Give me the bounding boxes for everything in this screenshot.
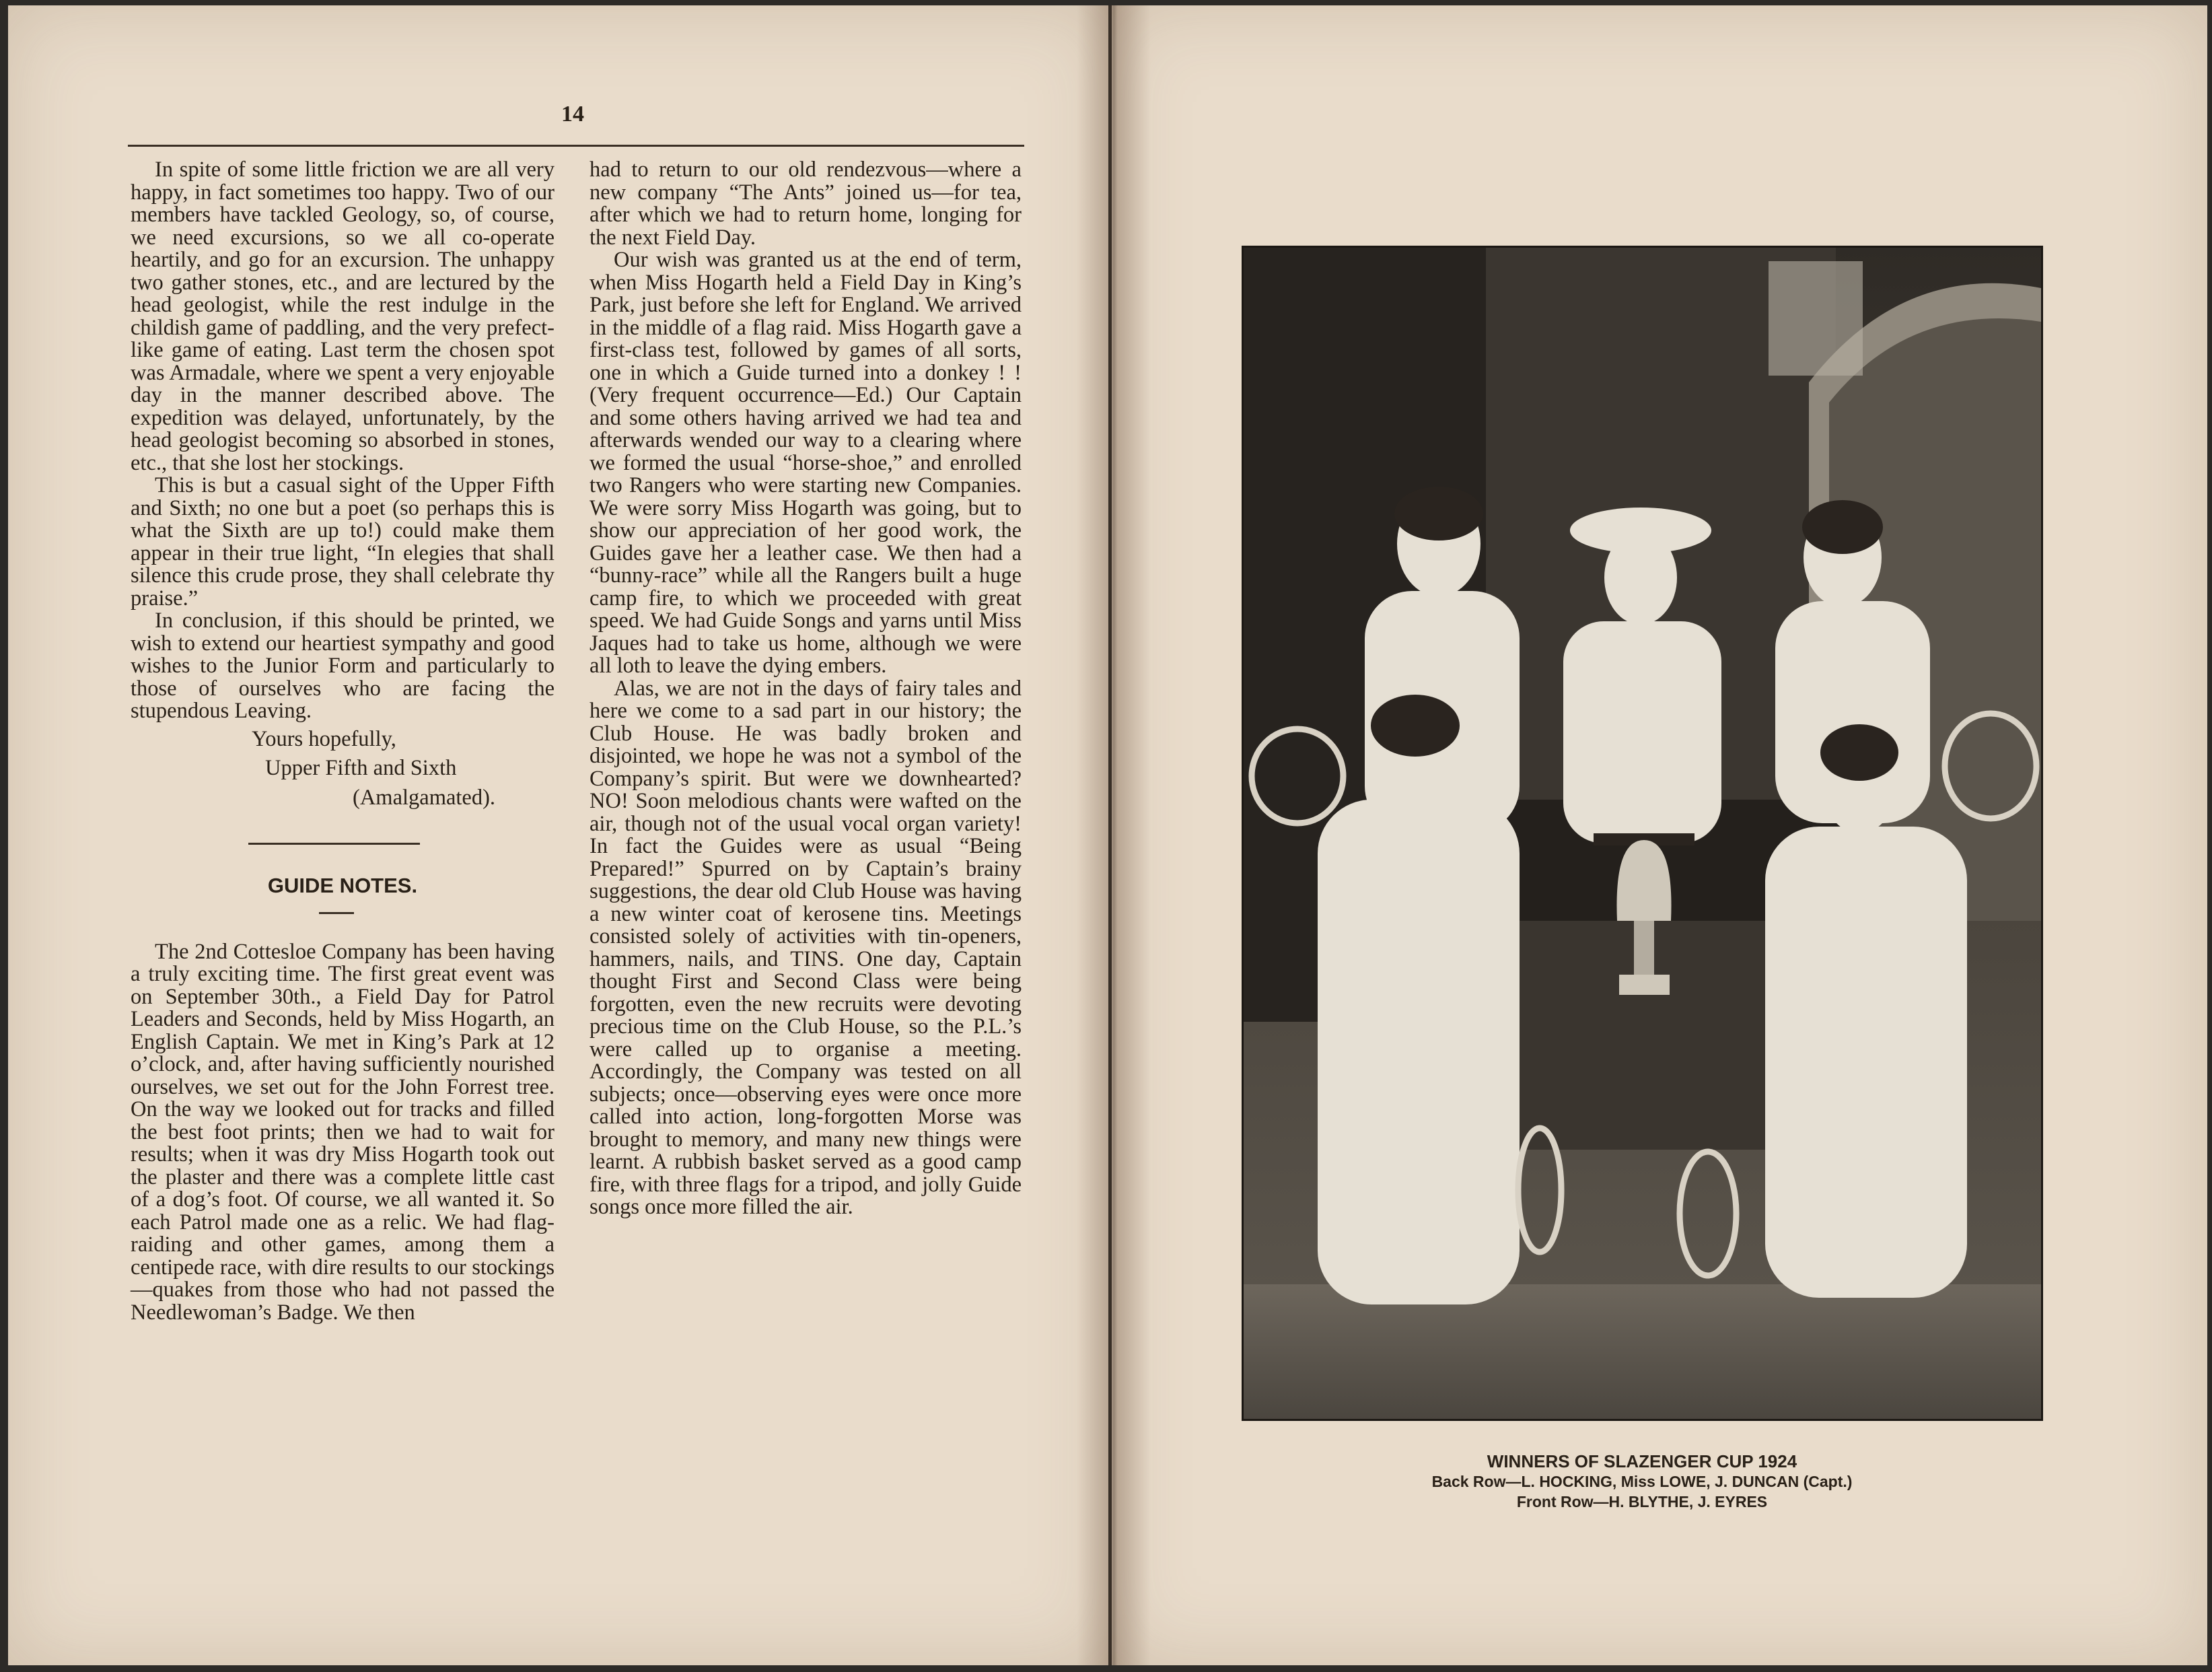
paragraph: had to return to our old rendezvous—where a new company “The Ants” joined us—for tea, after which we had to return home, longing for the next Field Day.	[590, 158, 1022, 250]
team-photograph-icon	[1244, 248, 2041, 1419]
text-column-left	[131, 159, 555, 1324]
heading-underline	[319, 912, 354, 914]
photo-caption-back-row: Back Row—L. HOCKING, Miss LOWE, J. DUNCAN (Capt.)	[1431, 1473, 1853, 1490]
page-number: 14	[561, 102, 584, 127]
signoff-line: Yours hopefully,	[252, 726, 396, 751]
section-divider	[248, 843, 420, 845]
left-page	[8, 5, 1108, 1665]
text-column-right	[590, 159, 1022, 1219]
paragraph: In spite of some little friction we are all very happy, in fact sometimes too happy. Two of our members have tackled Geology, so, of course, we need excursions, so we all co-operate heartily, and go for an excursion. The unhappy two gather stones, etc., and are lectured by the head geologist, while the rest indulge in the childish game of paddling, and the very prefect-like game of eating. Last term the chosen spot was Armadale, where we spent a very enjoyable day in the manner described above. The expedition was delayed, unfortunately, by the head geologist becoming so absorbed in stones, etc., that she lost her stockings.	[131, 158, 555, 475]
paragraph: The 2nd Cottesloe Company has been having a truly exciting time. The first great event was on September 30th., a Field Day for Patrol Leaders and Seconds, held by Miss Hogarth, an English Captain. We met in King’s Park at 12 o’clock, and, after having sufficiently nourished ourselves, we set out for the John Forrest tree. On the way we looked out for tracks and filled the best foot prints; then we had to wait for results; when it was dry Miss Hogarth took out the plaster and there was a complete little cast of a dog’s foot. Of course, we all wanted it. So each Patrol made one as a relic. We had flag-raiding and other games, among them a centipede race, with dire results to our stockings—quakes from those who had not passed the Needlewoman’s Badge. We then	[131, 939, 555, 1325]
team-photo	[1242, 246, 2043, 1421]
paragraph: In conclusion, if this should be printed, we wish to extend our heartiest sympathy and good wishes to the Junior Form and particularly to those of ourselves who are facing the stupendous Leaving.	[131, 608, 555, 723]
signoff-line: Upper Fifth and Sixth	[265, 756, 457, 780]
section-heading: GUIDE NOTES.	[267, 874, 418, 897]
header-rule	[128, 145, 1024, 147]
signoff-line: (Amalgamated).	[353, 785, 496, 810]
paragraph: Alas, we are not in the days of fairy tales and here we come to a sad part in our history; the Club House. He was badly broken and disjointed, we hope he was not a symbol of the Company’s spirit. But were we downhearted? NO! Soon melodious chants were wafted on the air, though not of the usual vocal organ variety! In fact the Guides were as usual “Being Prepared!” Spurred on by Captain’s brainy suggestions, the dear old Club House was having a new winter coat of kerosene tins. Meetings consisted solely of activities with tin-openers, hammers, nails, and TINS. One day, Captain thought First and Second Class were being forgotten, even the new recruits were devoting precious time on the Club House, so the P.L.’s were called up to organise a meeting. Accordingly, the Company was tested on all subjects; once—observing eyes were once more called into action, long-forgotten Morse was brought to memory, and many new things were learnt. A rubbish basket served as a good camp fire, with three flags for a tripod, and jolly Guide songs once more filled the air.	[590, 676, 1022, 1219]
signoff	[131, 728, 555, 810]
photo-caption-front-row: Front Row—H. BLYTHE, J. EYRES	[1516, 1493, 1768, 1510]
photo-caption-title: WINNERS OF SLAZENGER CUP 1924	[1487, 1451, 1797, 1471]
paragraph: Our wish was granted us at the end of term, when Miss Hogarth held a Field Day in King’s Park, just before she left for England. We arrived in the middle of a flag raid. Miss Hogarth gave a first-class test, followed by games of all sorts, one in which a Guide turned into a donkey ! ! (Very frequent occurrence—Ed.) Our Captain and some others having arrived we had tea and afterwards wended our way to a clearing where we formed the usual “horse-shoe,” and enrolled two Rangers who were starting new Companies. We were sorry Miss Hogarth was going, but to show our appreciation of her good work, the Guides gave her a leather case. We then had a “bunny-race” while all the Rangers built a huge camp fire, to which we proceeded with great speed. We had Guide Songs and yarns until Miss Jaques had to take us home, although we were all loth to leave the dying embers.	[590, 248, 1022, 678]
paragraph: This is but a casual sight of the Upper Fifth and Sixth; no one but a poet (so perhaps this is what the Sixth are up to!) could make them appear in their true light, “In elegies that shall silence this crude prose, they shall celebrate thy praise.”	[131, 473, 555, 611]
